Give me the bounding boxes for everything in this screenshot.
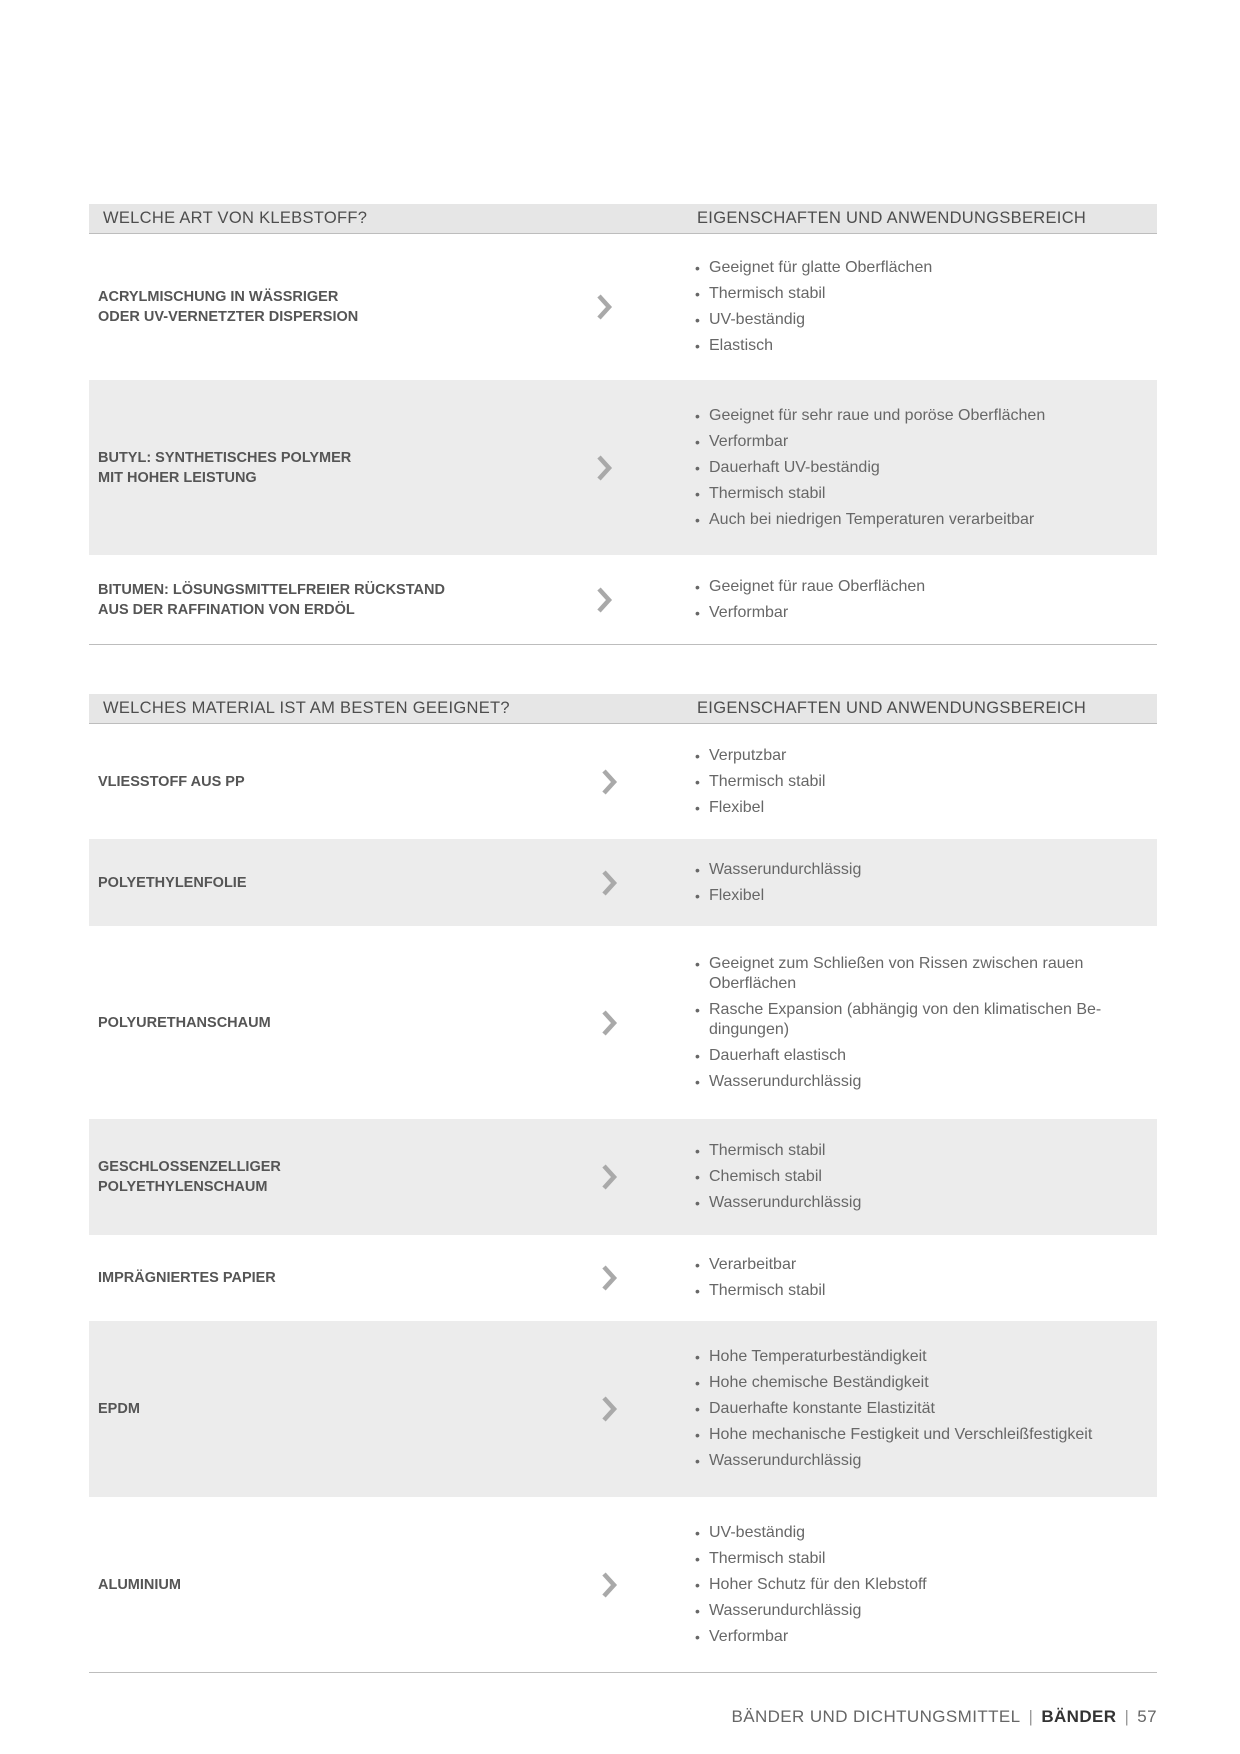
table-row: [89, 1235, 1157, 1321]
properties-list: [693, 951, 1157, 1095]
properties-list: [693, 857, 1157, 909]
list-item: • Hohe Temperaturbeständigkeit: [709, 1344, 1157, 1370]
header-right-label: EIGENSCHAFTEN UND ANWENDUNGSBEREICH: [697, 699, 1087, 717]
table-row: [89, 1497, 1157, 1673]
page-footer: [731, 1706, 1157, 1728]
list-item: • Dauerhafte konstante Elastizität: [709, 1396, 1157, 1422]
footer-section: BÄNDER UND DICHTUNGSMITTEL: [731, 1707, 1021, 1726]
chevron-right-icon: [594, 293, 614, 321]
list-item: • Wasserundurchlässig: [709, 857, 1157, 883]
properties-list: [693, 1138, 1157, 1216]
row-label: POLYETHYLENFOLIE: [98, 874, 247, 891]
table-row: [89, 839, 1157, 926]
adhesive-table: [89, 204, 1157, 645]
properties-list: [693, 255, 1157, 359]
list-item: • Auch bei niedrigen Temperaturen verarbeitbar: [709, 507, 1157, 533]
row-label: BITUMEN: LÖSUNGSMITTELFREIER RÜCKSTAND AUS DER RAFFINATION VON ERDÖL: [98, 581, 445, 618]
properties-list: [693, 1344, 1157, 1474]
chevron-right-icon: [599, 1264, 619, 1292]
list-item: • Wasserundurchlässig: [709, 1448, 1157, 1474]
list-item: • Elastisch: [709, 333, 1157, 359]
chevron-right-icon: [594, 586, 614, 614]
list-item: • Thermisch stabil: [709, 1546, 1157, 1572]
row-label: POLYURETHANSCHAUM: [98, 1014, 271, 1031]
list-item: • Thermisch stabil: [709, 1278, 1157, 1304]
list-item: • Geeignet für raue Oberflächen: [709, 574, 1157, 600]
row-label: BUTYL: SYNTHETISCHES POLYMER MIT HOHER LEISTUNG: [98, 449, 352, 486]
row-label: GESCHLOSSENZELLIGER POLYETHYLENSCHAUM: [98, 1159, 281, 1195]
list-item: • Dauerhaft elastisch: [709, 1043, 1157, 1069]
footer-separator: |: [1124, 1707, 1130, 1726]
properties-list: [693, 743, 1157, 821]
header-left-label: WELCHES MATERIAL IST AM BESTEN GEEIGNET?: [103, 699, 510, 717]
list-item: • Chemisch stabil: [709, 1164, 1157, 1190]
footer-chapter: BÄNDER: [1041, 1707, 1117, 1726]
footer-page-number: 57: [1137, 1707, 1157, 1726]
list-item: • Geeignet für sehr raue und poröse Oberflächen: [709, 403, 1157, 429]
table-row: [89, 1321, 1157, 1497]
list-item: • Hoher Schutz für den Klebstoff: [709, 1572, 1157, 1598]
row-label: EPDM: [98, 1401, 140, 1417]
chevron-right-icon: [594, 454, 614, 482]
list-item: • Verformbar: [709, 600, 1157, 626]
table-row: [89, 724, 1157, 839]
chevron-right-icon: [599, 768, 619, 796]
table-row: [89, 1119, 1157, 1235]
list-item: • Dauerhaft UV-beständig: [709, 455, 1157, 481]
chevron-right-icon: [599, 1009, 619, 1037]
table-header: [89, 694, 1157, 724]
list-item: • UV-beständig: [709, 1520, 1157, 1546]
list-item: • Geeignet zum Schließen von Rissen zwischen rauen Oberflächen: [709, 951, 1157, 997]
material-table: [89, 694, 1157, 1673]
footer-separator: |: [1028, 1707, 1034, 1726]
table-row: [89, 234, 1157, 380]
list-item: • Flexibel: [709, 883, 1157, 909]
list-item: • Thermisch stabil: [709, 769, 1157, 795]
table-row: [89, 926, 1157, 1119]
list-item: • Geeignet für glatte Oberflächen: [709, 255, 1157, 281]
list-item: • Wasserundurchlässig: [709, 1598, 1157, 1624]
list-item: • Verarbeitbar: [709, 1252, 1157, 1278]
list-item: • Verputzbar: [709, 743, 1157, 769]
list-item: • UV-beständig: [709, 307, 1157, 333]
header-right-label: EIGENSCHAFTEN UND ANWENDUNGSBEREICH: [697, 209, 1087, 227]
list-item: • Flexibel: [709, 795, 1157, 821]
properties-list: [693, 1252, 1157, 1304]
list-item: • Wasserundurchlässig: [709, 1069, 1157, 1095]
chevron-right-icon: [599, 1163, 619, 1191]
list-item: • Thermisch stabil: [709, 281, 1157, 307]
chevron-right-icon: [599, 869, 619, 897]
row-label: IMPRÄGNIERTES PAPIER: [98, 1270, 276, 1286]
list-item: • Verformbar: [709, 429, 1157, 455]
properties-list: [693, 574, 1157, 626]
properties-list: [693, 403, 1157, 533]
row-label: VLIESSTOFF AUS PP: [98, 773, 245, 790]
header-left-label: WELCHE ART VON KLEBSTOFF?: [103, 209, 368, 227]
chevron-right-icon: [599, 1571, 619, 1599]
row-label: ACRYLMISCHUNG IN WÄSSRIGER ODER UV-VERNETZTER DISPERSION: [98, 289, 359, 325]
list-item: • Hohe chemische Beständigkeit: [709, 1370, 1157, 1396]
list-item: • Thermisch stabil: [709, 481, 1157, 507]
list-item: • Thermisch stabil: [709, 1138, 1157, 1164]
table-row: [89, 380, 1157, 555]
list-item: • Hohe mechanische Festigkeit und Verschleißfestigkeit: [709, 1422, 1157, 1448]
table-header: [89, 204, 1157, 234]
chevron-right-icon: [599, 1395, 619, 1423]
row-label: ALUMINIUM: [98, 1576, 181, 1593]
properties-list: [693, 1520, 1157, 1650]
list-item: • Wasserundurchlässig: [709, 1190, 1157, 1216]
list-item: • Rasche Expansion (abhängig von den klimatischen Be- dingungen): [709, 997, 1157, 1043]
list-item: • Verformbar: [709, 1624, 1157, 1650]
table-row: [89, 555, 1157, 645]
